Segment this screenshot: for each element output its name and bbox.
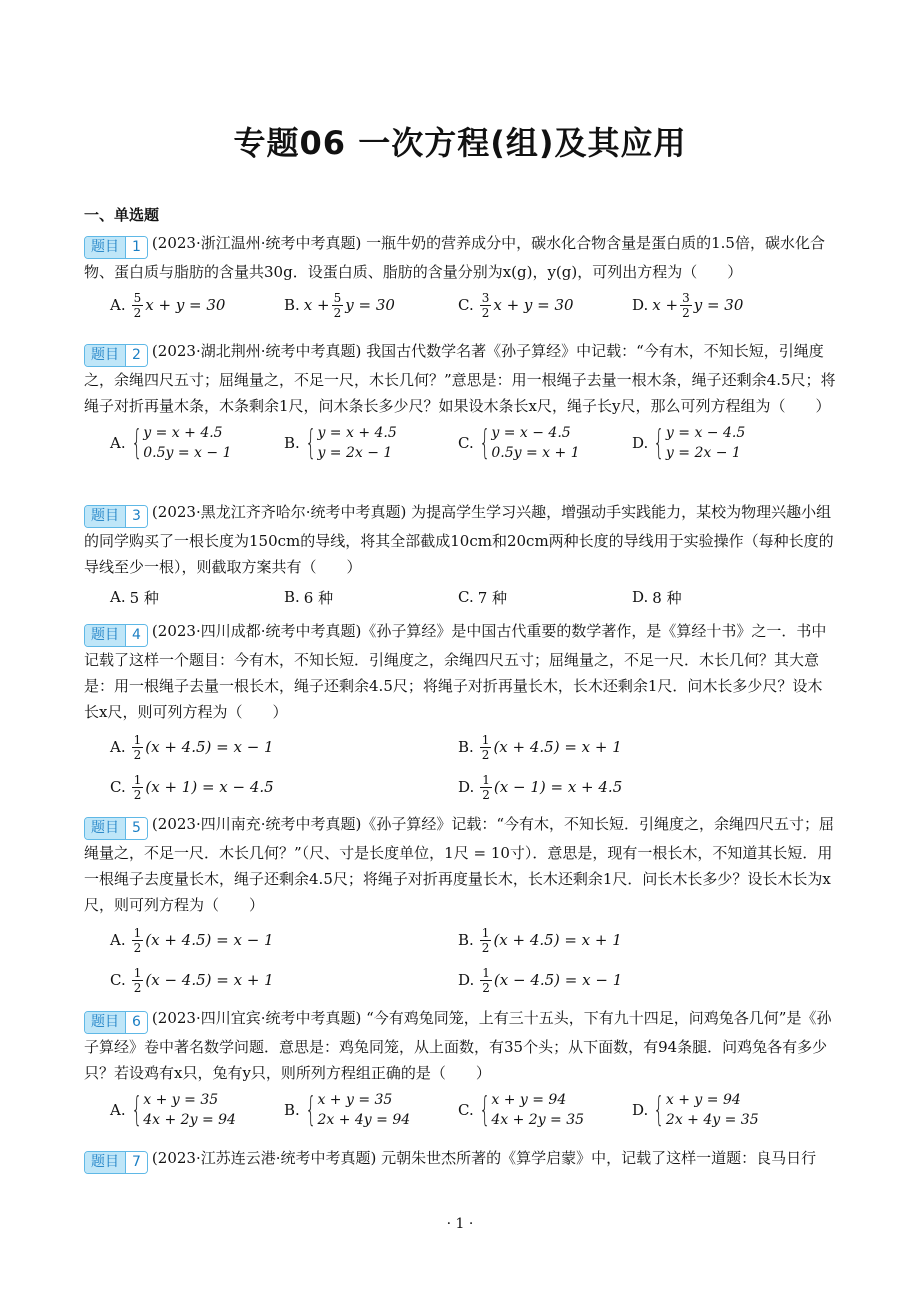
question-tag: 题目 6 (84, 1011, 148, 1034)
fraction: $\frac{5}{2}$ (333, 290, 342, 320)
fraction: $\frac{3}{2}$ (481, 290, 490, 320)
question-stem: (2023·四川宜宾·统考中考真题) “今有鸡兔同笼，上有三十五头，下有九十四足，问鸡兔各几何”是《孙子算经》卷中著名数学问题．意思是：鸡兔同笼，从上面数，有35个头；从下面数，有94条腿．问鸡兔各有多少只？若设鸡有x只，兔有y只，则所列方程组正确的是（ ） (84, 1009, 832, 1082)
option-b[interactable]: B. 6 种 (284, 588, 334, 607)
question-stem: (2023·浙江温州·统考中考真题) 一瓶牛奶的营养成分中，碳水化合物含量是蛋白质的1.5倍，碳水化合物、蛋白质与脂肪的含量共30g．设蛋白质、脂肪的含量分别为x(g)，y(g)，可列出方程为（ ） (84, 234, 825, 281)
brace-icon: { (305, 1090, 317, 1130)
fraction: $\frac{1}{2}$ (133, 925, 142, 955)
question-7 (84, 1145, 836, 1174)
brace-icon: { (305, 423, 317, 463)
fraction: $\frac{1}{2}$ (481, 732, 490, 762)
option-b[interactable]: B. $\frac{1}{2}$ (x + 4.5) = x + 1 (458, 925, 622, 955)
question-stem: (2023·湖北荆州·统考中考真题) 我国古代数学名著《孙子算经》中记载：“今有木，不知长短，引绳度之，余绳四尺五寸；屈绳量之，不足一尺，木长几何？”意思是：用一根绳子去量一根木条，绳子还剩余4.5尺；将绳子对折再量木条，木条剩余1尺，问木条长多少尺？如果设木条长x尺，绳子长y尺，那么可列方程组为（ ） (84, 342, 836, 415)
brace-icon: { (479, 1090, 490, 1130)
fraction: $\frac{1}{2}$ (133, 732, 142, 762)
question-tag: 题目 5 (84, 817, 148, 840)
fraction: $\frac{1}{2}$ (482, 965, 490, 995)
option-d[interactable]: D. $\frac{1}{2}$ (x − 4.5) = x − 1 (458, 965, 623, 995)
options (84, 584, 836, 610)
option-a[interactable]: A. $\frac{5}{2}$ x + y = 30 (110, 290, 226, 320)
question-tag: 题目 4 (84, 624, 148, 647)
option-d[interactable]: D. $\frac{1}{2}$ (x − 1) = x + 4.5 (458, 772, 623, 802)
options (84, 285, 836, 325)
brace-icon: { (131, 1090, 142, 1130)
option-b[interactable]: B. $\frac{1}{2}$ (x + 4.5) = x + 1 (458, 732, 622, 762)
question-4 (84, 618, 836, 807)
fraction: $\frac{5}{2}$ (133, 290, 142, 320)
option-d[interactable]: D. 8 种 (632, 588, 682, 607)
brace-icon: { (131, 423, 142, 463)
question-stem: (2023·四川成都·统考中考真题)《孙子算经》是中国古代重要的数学著作，是《算经十书》之一．书中记载了这样一个题目：今有木，不知长短．引绳度之，余绳四尺五寸；屈绳量之，不足一尺．木长几何？其大意是：用一根绳子去量一根长木，绳子还剩余4.5尺；将绳子对折再量长木，长木还剩余1尺．问木长多少尺？设木长x尺，则可列方程为（ ） (84, 622, 827, 721)
option-c[interactable]: C. { y = x − 4.5 0.5y = x + 1 (458, 423, 580, 463)
option-a[interactable]: A. 5 种 (110, 588, 159, 607)
option-c[interactable]: C. $\frac{1}{2}$ (x + 1) = x − 4.5 (110, 772, 274, 802)
page-number: · 1 · (446, 1216, 474, 1232)
option-d[interactable]: D. x + $\frac{3}{2}$ y = 30 (632, 290, 744, 320)
option-a[interactable]: A. { y = x + 4.5 0.5y = x − 1 (110, 423, 232, 463)
question-1 (84, 230, 836, 325)
question-tag: 题目 3 (84, 505, 148, 528)
option-a[interactable]: A. { x + y = 35 4x + 2y = 94 (110, 1090, 236, 1130)
option-c[interactable]: C. { x + y = 94 4x + 2y = 35 (458, 1090, 585, 1130)
question-5 (84, 811, 836, 1000)
question-tag: 题目 2 (84, 344, 148, 367)
option-c[interactable]: C. $\frac{1}{2}$ (x − 4.5) = x + 1 (110, 965, 274, 995)
question-6 (84, 1005, 836, 1130)
brace-icon: { (653, 423, 665, 463)
options-row-1 (84, 920, 836, 960)
fraction: $\frac{1}{2}$ (481, 925, 490, 955)
option-d[interactable]: D. { y = x − 4.5 y = 2x − 1 (632, 423, 746, 463)
option-c[interactable]: C. $\frac{3}{2}$ x + y = 30 (458, 290, 574, 320)
option-c[interactable]: C. 7 种 (458, 588, 508, 607)
option-a[interactable]: A. $\frac{1}{2}$ (x + 4.5) = x − 1 (110, 732, 274, 762)
question-tag: 题目 1 (84, 236, 148, 259)
option-d[interactable]: D. { x + y = 94 2x + 4y = 35 (632, 1090, 759, 1130)
options-row-2 (84, 767, 836, 807)
option-b[interactable]: B. { y = x + 4.5 y = 2x − 1 (284, 423, 397, 463)
question-2 (84, 338, 836, 463)
fraction: $\frac{3}{2}$ (682, 290, 690, 320)
section-heading: 一、单选题 (84, 206, 160, 224)
page-title: 专题06 一次方程(组)及其应用 (233, 124, 687, 162)
question-3 (84, 499, 836, 610)
question-stem: (2023·江苏连云港·统考中考真题) 元朝朱世杰所著的《算学启蒙》中，记载了这样一道题：良马日行 (151, 1149, 817, 1167)
options (84, 423, 836, 463)
fraction: $\frac{1}{2}$ (133, 965, 142, 995)
question-stem: (2023·黑龙江齐齐哈尔·统考中考真题) 为提高学生学习兴趣，增强动手实践能力，某校为物理兴趣小组的同学购买了一根长度为150cm的导线，将其全部截成10cm和20cm两种长度的导线用于实验操作（每种长度的导线至少一根），则截取方案共有（ ） (84, 503, 834, 576)
brace-icon: { (653, 1090, 665, 1130)
question-tag: 题目 7 (84, 1151, 148, 1174)
fraction: $\frac{1}{2}$ (482, 772, 490, 802)
option-b[interactable]: B. x + $\frac{5}{2}$ y = 30 (284, 290, 395, 320)
fraction: $\frac{1}{2}$ (133, 772, 142, 802)
options (84, 1090, 836, 1130)
option-b[interactable]: B. { x + y = 35 2x + 4y = 94 (284, 1090, 411, 1130)
options-row-1 (84, 727, 836, 767)
option-a[interactable]: A. $\frac{1}{2}$ (x + 4.5) = x − 1 (110, 925, 274, 955)
question-stem: (2023·四川南充·统考中考真题)《孙子算经》记载：“今有木，不知长短．引绳度之，余绳四尺五寸；屈绳量之，不足一尺．木长几何？”（尺、寸是长度单位，1尺 = 10寸）．意思是，现有一根长木，不知道其长短．用一根绳子去度量长木，绳子还剩余4.5尺；将绳子对折再度量长木，长木还剩余1尺．问长木长多少？设长木长为x尺，则可列方程为（ ） (84, 815, 835, 914)
options-row-2 (84, 960, 836, 1000)
brace-icon: { (479, 423, 490, 463)
